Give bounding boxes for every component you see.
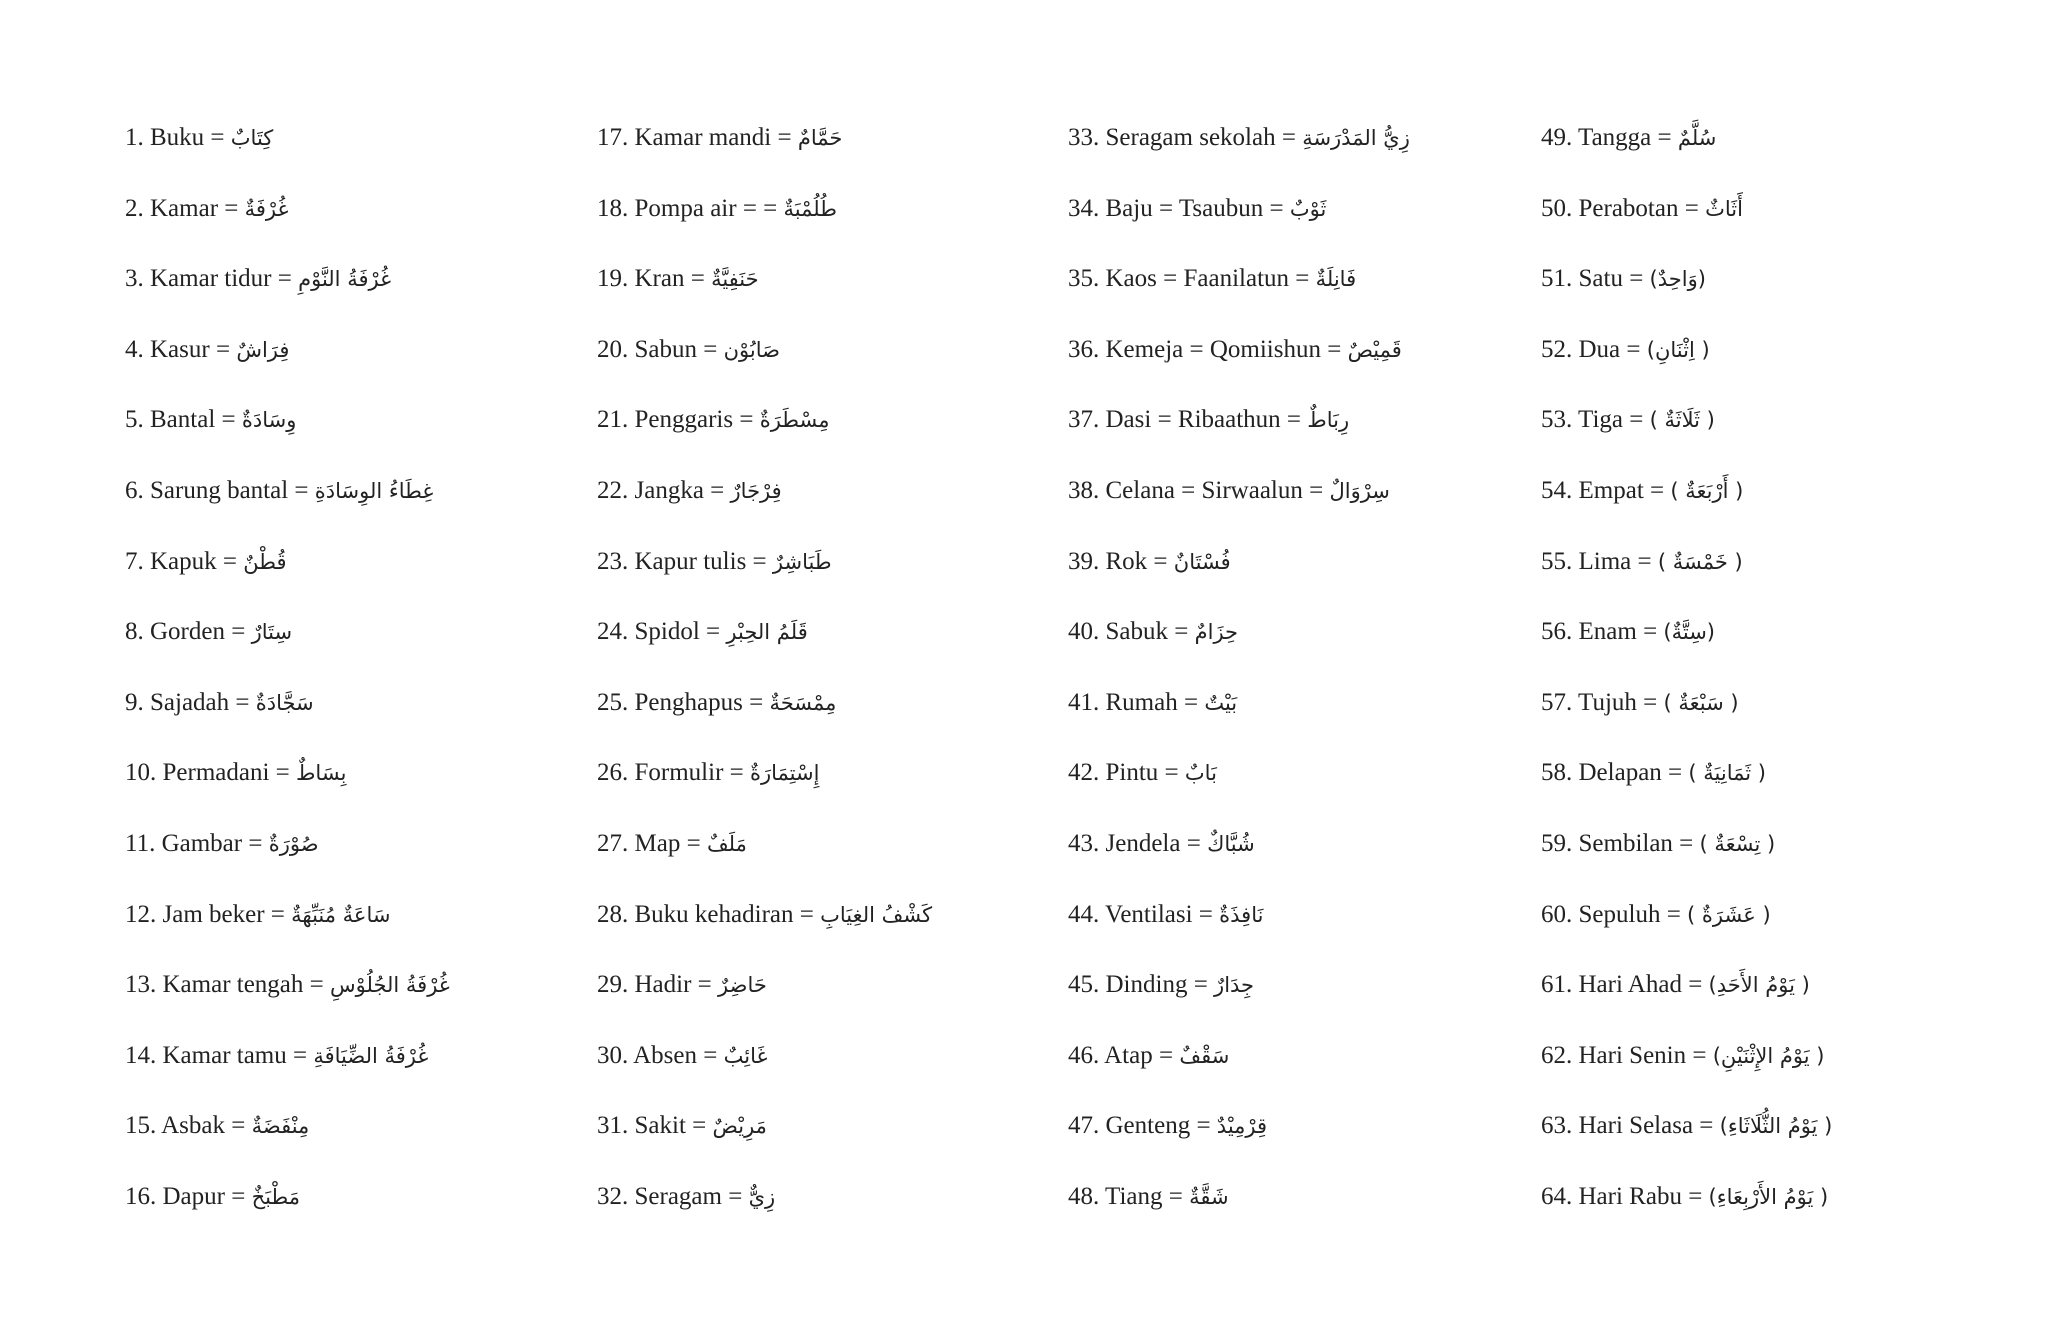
arabic-word: فِرْجَارٌ [730, 478, 782, 503]
list-item [125, 328, 595, 399]
list-item [1068, 116, 1538, 187]
list-item [125, 681, 595, 752]
item-label: 57. Tujuh = [1541, 688, 1664, 716]
list-item [597, 469, 1067, 540]
item-label: 60. Sepuluh = [1541, 900, 1688, 928]
list-item [1068, 610, 1538, 681]
item-label: 7. Kapuk = [125, 547, 244, 575]
list-item [1541, 1104, 2011, 1175]
list-item [597, 1175, 1067, 1246]
list-item [125, 1175, 595, 1246]
arabic-word: غُرْفَةُ الجُلُوْسِ [330, 973, 450, 998]
list-item [1068, 751, 1538, 822]
arabic-word: ( خَمْسَةٌ ) [1657, 549, 1743, 574]
list-item [1541, 822, 2011, 893]
arabic-word: سُلَّمٌ [1677, 126, 1717, 150]
vocabulary-column-1 [125, 116, 595, 1246]
arabic-word: حَنَفِيَّةٌ [711, 267, 759, 292]
item-label: 62. Hari Senin = [1541, 1041, 1713, 1069]
item-label: 33. Seragam sekolah = [1068, 124, 1303, 151]
list-item [597, 187, 1067, 258]
list-item [597, 257, 1067, 328]
item-label: 4. Kasur = [125, 335, 237, 363]
arabic-word: مِنْفَضَةٌ [251, 1114, 310, 1139]
list-item [1541, 116, 2011, 187]
list-item [597, 893, 1067, 964]
item-label: 32. Seragam = [597, 1182, 749, 1210]
arabic-word: حِزَامٌ [1194, 620, 1239, 645]
arabic-word: طُلُمْبَةٌ [783, 196, 837, 221]
item-label: 1. Buku = [125, 124, 231, 151]
arabic-word: ( يَوْمُ الأَحَدِ) [1708, 973, 1810, 998]
list-item [597, 1104, 1067, 1175]
item-label: 21. Penggaris = [597, 406, 760, 434]
list-item [125, 187, 595, 258]
arabic-word: قَلَمُ الحِبْرِ [726, 620, 808, 645]
arabic-word: سِتَارٌ [251, 620, 293, 645]
item-label: 6. Sarung bantal = [125, 476, 315, 504]
item-label: 53. Tiga = [1541, 406, 1650, 434]
list-item [125, 257, 595, 328]
item-label: 52. Dua = [1541, 335, 1647, 363]
list-item [597, 822, 1067, 893]
arabic-word: جِدَارٌ [1214, 973, 1255, 998]
item-label: 40. Sabuk = [1068, 618, 1195, 646]
list-item [1068, 540, 1538, 611]
arabic-word: قَمِيْصٌ [1347, 337, 1402, 362]
list-item [597, 328, 1067, 399]
list-item [125, 469, 595, 540]
arabic-word: غُرْفَةُ الضِّيَافَةِ [313, 1043, 429, 1068]
item-label: 59. Sembilan = [1541, 829, 1700, 857]
arabic-word: بَابٌ [1184, 761, 1217, 786]
list-item [1068, 893, 1538, 964]
list-item [1541, 751, 2011, 822]
item-label: 49. Tangga = [1541, 124, 1678, 151]
list-item [1541, 610, 2011, 681]
list-item [597, 610, 1067, 681]
item-label: 17. Kamar mandi = [597, 124, 798, 151]
list-item [1541, 398, 2011, 469]
list-item [1068, 681, 1538, 752]
arabic-word: ثَوْبٌ [1289, 196, 1327, 221]
list-item [1068, 1034, 1538, 1105]
arabic-word: ( سَبْعَةٌ ) [1663, 690, 1739, 715]
arabic-word: (سِتَّةٌ) [1663, 620, 1715, 645]
item-label: 20. Sabun = [597, 335, 724, 363]
item-label: 46. Atap = [1068, 1041, 1180, 1069]
arabic-word: ( يَوْمُ الإِثْنَيْنِ) [1712, 1043, 1825, 1068]
item-label: 3. Kamar tidur = [125, 265, 299, 293]
item-label: 5. Bantal = [125, 406, 242, 434]
list-item [1541, 681, 2011, 752]
item-label: 26. Formulir = [597, 759, 750, 787]
list-item [597, 963, 1067, 1034]
vocabulary-column-3 [1068, 116, 1538, 1246]
list-item [1541, 328, 2011, 399]
arabic-word: بِسَاطٌ [296, 761, 347, 786]
arabic-word: مِسْطَرَةٌ [759, 408, 830, 433]
list-item [1541, 257, 2011, 328]
arabic-word: سَجَّادَةٌ [255, 690, 314, 715]
item-label: 56. Enam = [1541, 618, 1664, 646]
arabic-word: نَافِذَةٌ [1219, 902, 1264, 927]
arabic-word: طَبَاشِرٌ [772, 549, 832, 574]
item-label: 30. Absen = [597, 1041, 724, 1069]
arabic-word: قِرْمِيْدٌ [1216, 1114, 1268, 1139]
arabic-word: كِتَابٌ [230, 126, 274, 150]
arabic-word: ( ثَمَانِيَةٌ ) [1688, 761, 1766, 786]
item-label: 27. Map = [597, 829, 707, 857]
arabic-word: مَلَفٌ [706, 831, 747, 856]
arabic-word: شَقَّةٌ [1189, 1184, 1229, 1209]
list-item [1541, 963, 2011, 1034]
arabic-word: غُرْفَةٌ [244, 196, 289, 221]
list-item [125, 751, 595, 822]
item-label: 48. Tiang = [1068, 1182, 1190, 1210]
arabic-word: زِيٌّ [748, 1184, 776, 1209]
list-item [125, 1104, 595, 1175]
item-label: 54. Empat = [1541, 476, 1671, 504]
arabic-word: أَثَاثٌ [1705, 196, 1743, 221]
item-label: 19. Kran = [597, 265, 712, 293]
list-item [1068, 187, 1538, 258]
list-item [597, 1034, 1067, 1105]
item-label: 50. Perabotan = [1541, 194, 1706, 222]
list-item [125, 1034, 595, 1105]
arabic-word: بَيْتٌ [1204, 690, 1238, 715]
item-label: 41. Rumah = [1068, 688, 1205, 716]
item-label: 31. Sakit = [597, 1112, 713, 1140]
list-item [597, 751, 1067, 822]
arabic-word: ( اِثْنَانِ) [1646, 337, 1710, 362]
item-label: 34. Baju = Tsaubun = [1068, 194, 1290, 222]
item-label: 43. Jendela = [1068, 829, 1208, 857]
arabic-word: فَانِلَةٌ [1315, 267, 1357, 292]
item-label: 11. Gambar = [125, 829, 269, 857]
item-label: 24. Spidol = [597, 618, 727, 646]
list-item [597, 540, 1067, 611]
list-item [1541, 540, 2011, 611]
arabic-word: مِمْسَحَةٌ [769, 690, 837, 715]
list-item [1068, 398, 1538, 469]
arabic-word: حَاضِرٌ [718, 973, 767, 998]
arabic-word: وِسَادَةٌ [241, 408, 297, 433]
list-item [125, 822, 595, 893]
arabic-word: رِبَاطٌ [1307, 408, 1350, 433]
arabic-word: صُوْرَةٌ [268, 831, 319, 856]
list-item [1068, 257, 1538, 328]
item-label: 18. Pompa air = = [597, 194, 784, 222]
item-label: 42. Pintu = [1068, 759, 1185, 787]
arabic-word: سِرْوَالٌ [1329, 478, 1390, 503]
item-label: 35. Kaos = Faanilatun = [1068, 265, 1316, 293]
arabic-word: غِطَاءُ الوِسَادَةِ [314, 478, 434, 503]
item-label: 15. Asbak = [125, 1112, 252, 1140]
list-item [597, 398, 1067, 469]
list-item [1068, 469, 1538, 540]
item-label: 45. Dinding = [1068, 971, 1215, 999]
arabic-word: قُطْنٌ [243, 549, 287, 574]
arabic-word: ( عَشَرَةٌ ) [1687, 902, 1771, 927]
item-label: 55. Lima = [1541, 547, 1658, 575]
list-item [125, 398, 595, 469]
arabic-word: ( يَوْمُ الأَرْبِعَاءِ) [1708, 1184, 1829, 1209]
list-item [1068, 963, 1538, 1034]
arabic-word: حَمَّامٌ [797, 126, 843, 150]
item-label: 23. Kapur tulis = [597, 547, 773, 575]
item-label: 16. Dapur = [125, 1182, 252, 1210]
item-label: 64. Hari Rabu = [1541, 1182, 1709, 1210]
arabic-word: كَشْفُ الغِيَابِ [820, 902, 933, 927]
item-label: 9. Sajadah = [125, 688, 256, 716]
item-label: 63. Hari Selasa = [1541, 1112, 1720, 1140]
item-label: 51. Satu = [1541, 265, 1650, 293]
list-item [597, 116, 1067, 187]
list-item [1068, 822, 1538, 893]
list-item [1541, 893, 2011, 964]
list-item [1068, 1175, 1538, 1246]
list-item [597, 681, 1067, 752]
vocabulary-column-4 [1541, 116, 2011, 1246]
item-label: 38. Celana = Sirwaalun = [1068, 476, 1330, 504]
item-label: 47. Genteng = [1068, 1112, 1217, 1140]
arabic-word: فُسْتَانٌ [1173, 549, 1231, 574]
item-label: 44. Ventilasi = [1068, 900, 1220, 928]
arabic-word: غَائِبٌ [723, 1043, 768, 1068]
arabic-word: مَطْبَخٌ [251, 1184, 300, 1209]
arabic-word: (وَاحِدٌ) [1649, 267, 1706, 292]
item-label: 12. Jam beker = [125, 900, 292, 928]
item-label: 39. Rok = [1068, 547, 1174, 575]
list-item [1068, 1104, 1538, 1175]
list-item [125, 116, 595, 187]
item-label: 14. Kamar tamu = [125, 1041, 314, 1069]
arabic-word: فِرَاشٌ [236, 337, 290, 362]
list-item [125, 963, 595, 1034]
arabic-word: إِسْتِمَارَةٌ [750, 761, 820, 786]
item-label: 10. Permadani = [125, 759, 297, 787]
item-label: 37. Dasi = Ribaathun = [1068, 406, 1308, 434]
list-item [125, 610, 595, 681]
item-label: 8. Gorden = [125, 618, 252, 646]
list-item [1541, 469, 2011, 540]
list-item [1068, 328, 1538, 399]
arabic-word: ( أَرْبَعَةٌ ) [1670, 478, 1744, 503]
list-item [1541, 1175, 2011, 1246]
arabic-word: غُرْفَةُ النَّوْمِ [298, 267, 392, 292]
item-label: 61. Hari Ahad = [1541, 971, 1709, 999]
list-item [125, 540, 595, 611]
item-label: 25. Penghapus = [597, 688, 770, 716]
item-label: 29. Hadir = [597, 971, 719, 999]
list-item [1541, 187, 2011, 258]
arabic-word: ( تِسْعَةٌ ) [1699, 831, 1776, 856]
item-label: 13. Kamar tengah = [125, 971, 331, 999]
arabic-word: زِيُّ المَدْرَسَةِ [1302, 126, 1410, 150]
arabic-word: سَقْفٌ [1179, 1043, 1230, 1068]
item-label: 36. Kemeja = Qomiishun = [1068, 335, 1348, 363]
arabic-word: سَاعَةٌ مُنَبِّهَةٌ [291, 902, 391, 927]
arabic-word: شُبَّاكٌ [1207, 831, 1255, 856]
arabic-word: صَابُوْن [723, 337, 780, 362]
item-label: 2. Kamar = [125, 194, 245, 222]
list-item [1541, 1034, 2011, 1105]
vocabulary-column-2 [597, 116, 1067, 1246]
item-label: 58. Delapan = [1541, 759, 1689, 787]
arabic-word: مَرِيْضٌ [712, 1114, 767, 1139]
arabic-word: ( يَوْمُ الثُّلَاثَاءِ) [1719, 1114, 1833, 1139]
item-label: 22. Jangka = [597, 476, 731, 504]
item-label: 28. Buku kehadiran = [597, 900, 821, 928]
list-item [125, 893, 595, 964]
arabic-word: ( ثَلَاثَةٌ ) [1649, 408, 1715, 433]
